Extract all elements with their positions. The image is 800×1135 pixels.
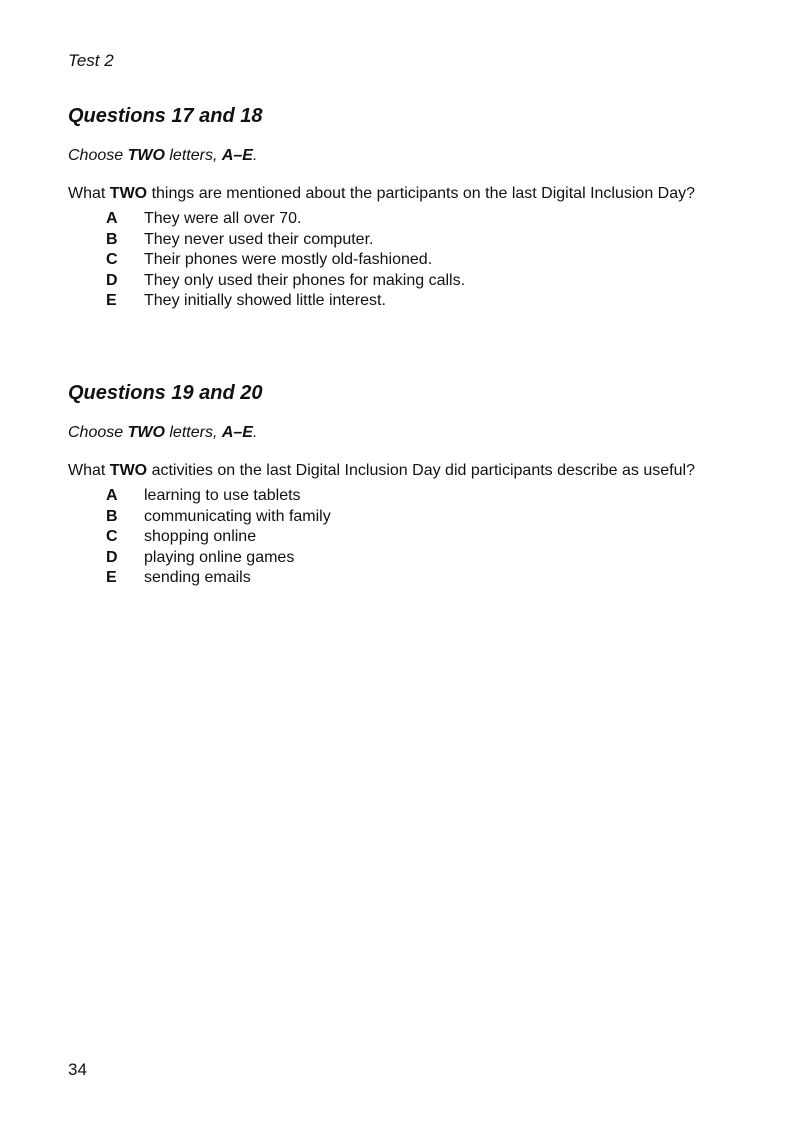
option-text: They only used their phones for making calls. bbox=[144, 271, 466, 289]
option-e bbox=[106, 291, 768, 312]
option-letter: E bbox=[106, 292, 117, 309]
option-c bbox=[106, 250, 768, 271]
option-d bbox=[106, 548, 768, 569]
question-prefix: What bbox=[68, 462, 110, 479]
page-number: 34 bbox=[68, 1060, 87, 1079]
option-b bbox=[106, 507, 768, 528]
option-letter: A bbox=[106, 210, 118, 227]
instruction-count: TWO bbox=[127, 147, 165, 164]
option-letter: C bbox=[106, 251, 118, 268]
option-letter: C bbox=[106, 528, 118, 545]
option-letter: D bbox=[106, 271, 118, 289]
instruction-range: A–E bbox=[221, 424, 253, 441]
questions-19-20-section bbox=[68, 381, 768, 589]
option-letter: E bbox=[106, 569, 117, 586]
option-d bbox=[106, 271, 768, 292]
option-text: They were all over 70. bbox=[144, 210, 302, 227]
option-text: playing online games bbox=[144, 548, 295, 566]
option-text: sending emails bbox=[144, 569, 251, 586]
options-list bbox=[68, 209, 768, 312]
section-title: Questions 19 and 20 bbox=[68, 382, 263, 404]
questions-17-18-section bbox=[68, 104, 768, 312]
option-text: Their phones were mostly old-fashioned. bbox=[144, 251, 433, 268]
option-text: learning to use tablets bbox=[144, 487, 301, 504]
instruction-range: A–E bbox=[221, 147, 253, 164]
option-text: communicating with family bbox=[144, 507, 331, 525]
question-prefix: What bbox=[68, 185, 110, 202]
instruction-suffix: . bbox=[252, 424, 258, 441]
option-a bbox=[106, 209, 768, 230]
instruction-count: TWO bbox=[127, 424, 165, 441]
question-text bbox=[68, 461, 768, 481]
instruction-prefix: Choose bbox=[68, 424, 128, 441]
option-c bbox=[106, 527, 768, 548]
question-suffix: activities on the last Digital Inclusion Day did participants describe as useful? bbox=[147, 462, 695, 479]
options-list bbox=[68, 486, 768, 589]
question-text bbox=[68, 184, 768, 204]
instruction-middle: letters, bbox=[164, 424, 222, 441]
instruction bbox=[68, 146, 768, 166]
option-letter: B bbox=[106, 230, 118, 248]
option-letter: A bbox=[106, 487, 118, 504]
instruction-suffix: . bbox=[252, 147, 258, 164]
option-a bbox=[106, 486, 768, 507]
option-letter: D bbox=[106, 548, 118, 566]
option-e bbox=[106, 568, 768, 589]
instruction-middle: letters, bbox=[164, 147, 222, 164]
option-text: They initially showed little interest. bbox=[144, 292, 386, 309]
option-letter: B bbox=[106, 507, 118, 525]
option-text: They never used their computer. bbox=[144, 230, 374, 248]
test-label: Test 2 bbox=[68, 51, 114, 70]
option-b bbox=[106, 230, 768, 251]
section-title: Questions 17 and 18 bbox=[68, 105, 263, 127]
question-bold: TWO bbox=[109, 462, 148, 479]
instruction-prefix: Choose bbox=[68, 147, 128, 164]
instruction bbox=[68, 423, 768, 443]
question-suffix: things are mentioned about the participants on the last Digital Inclusion Day? bbox=[147, 185, 696, 202]
option-text: shopping online bbox=[144, 528, 257, 545]
question-bold: TWO bbox=[109, 185, 148, 202]
